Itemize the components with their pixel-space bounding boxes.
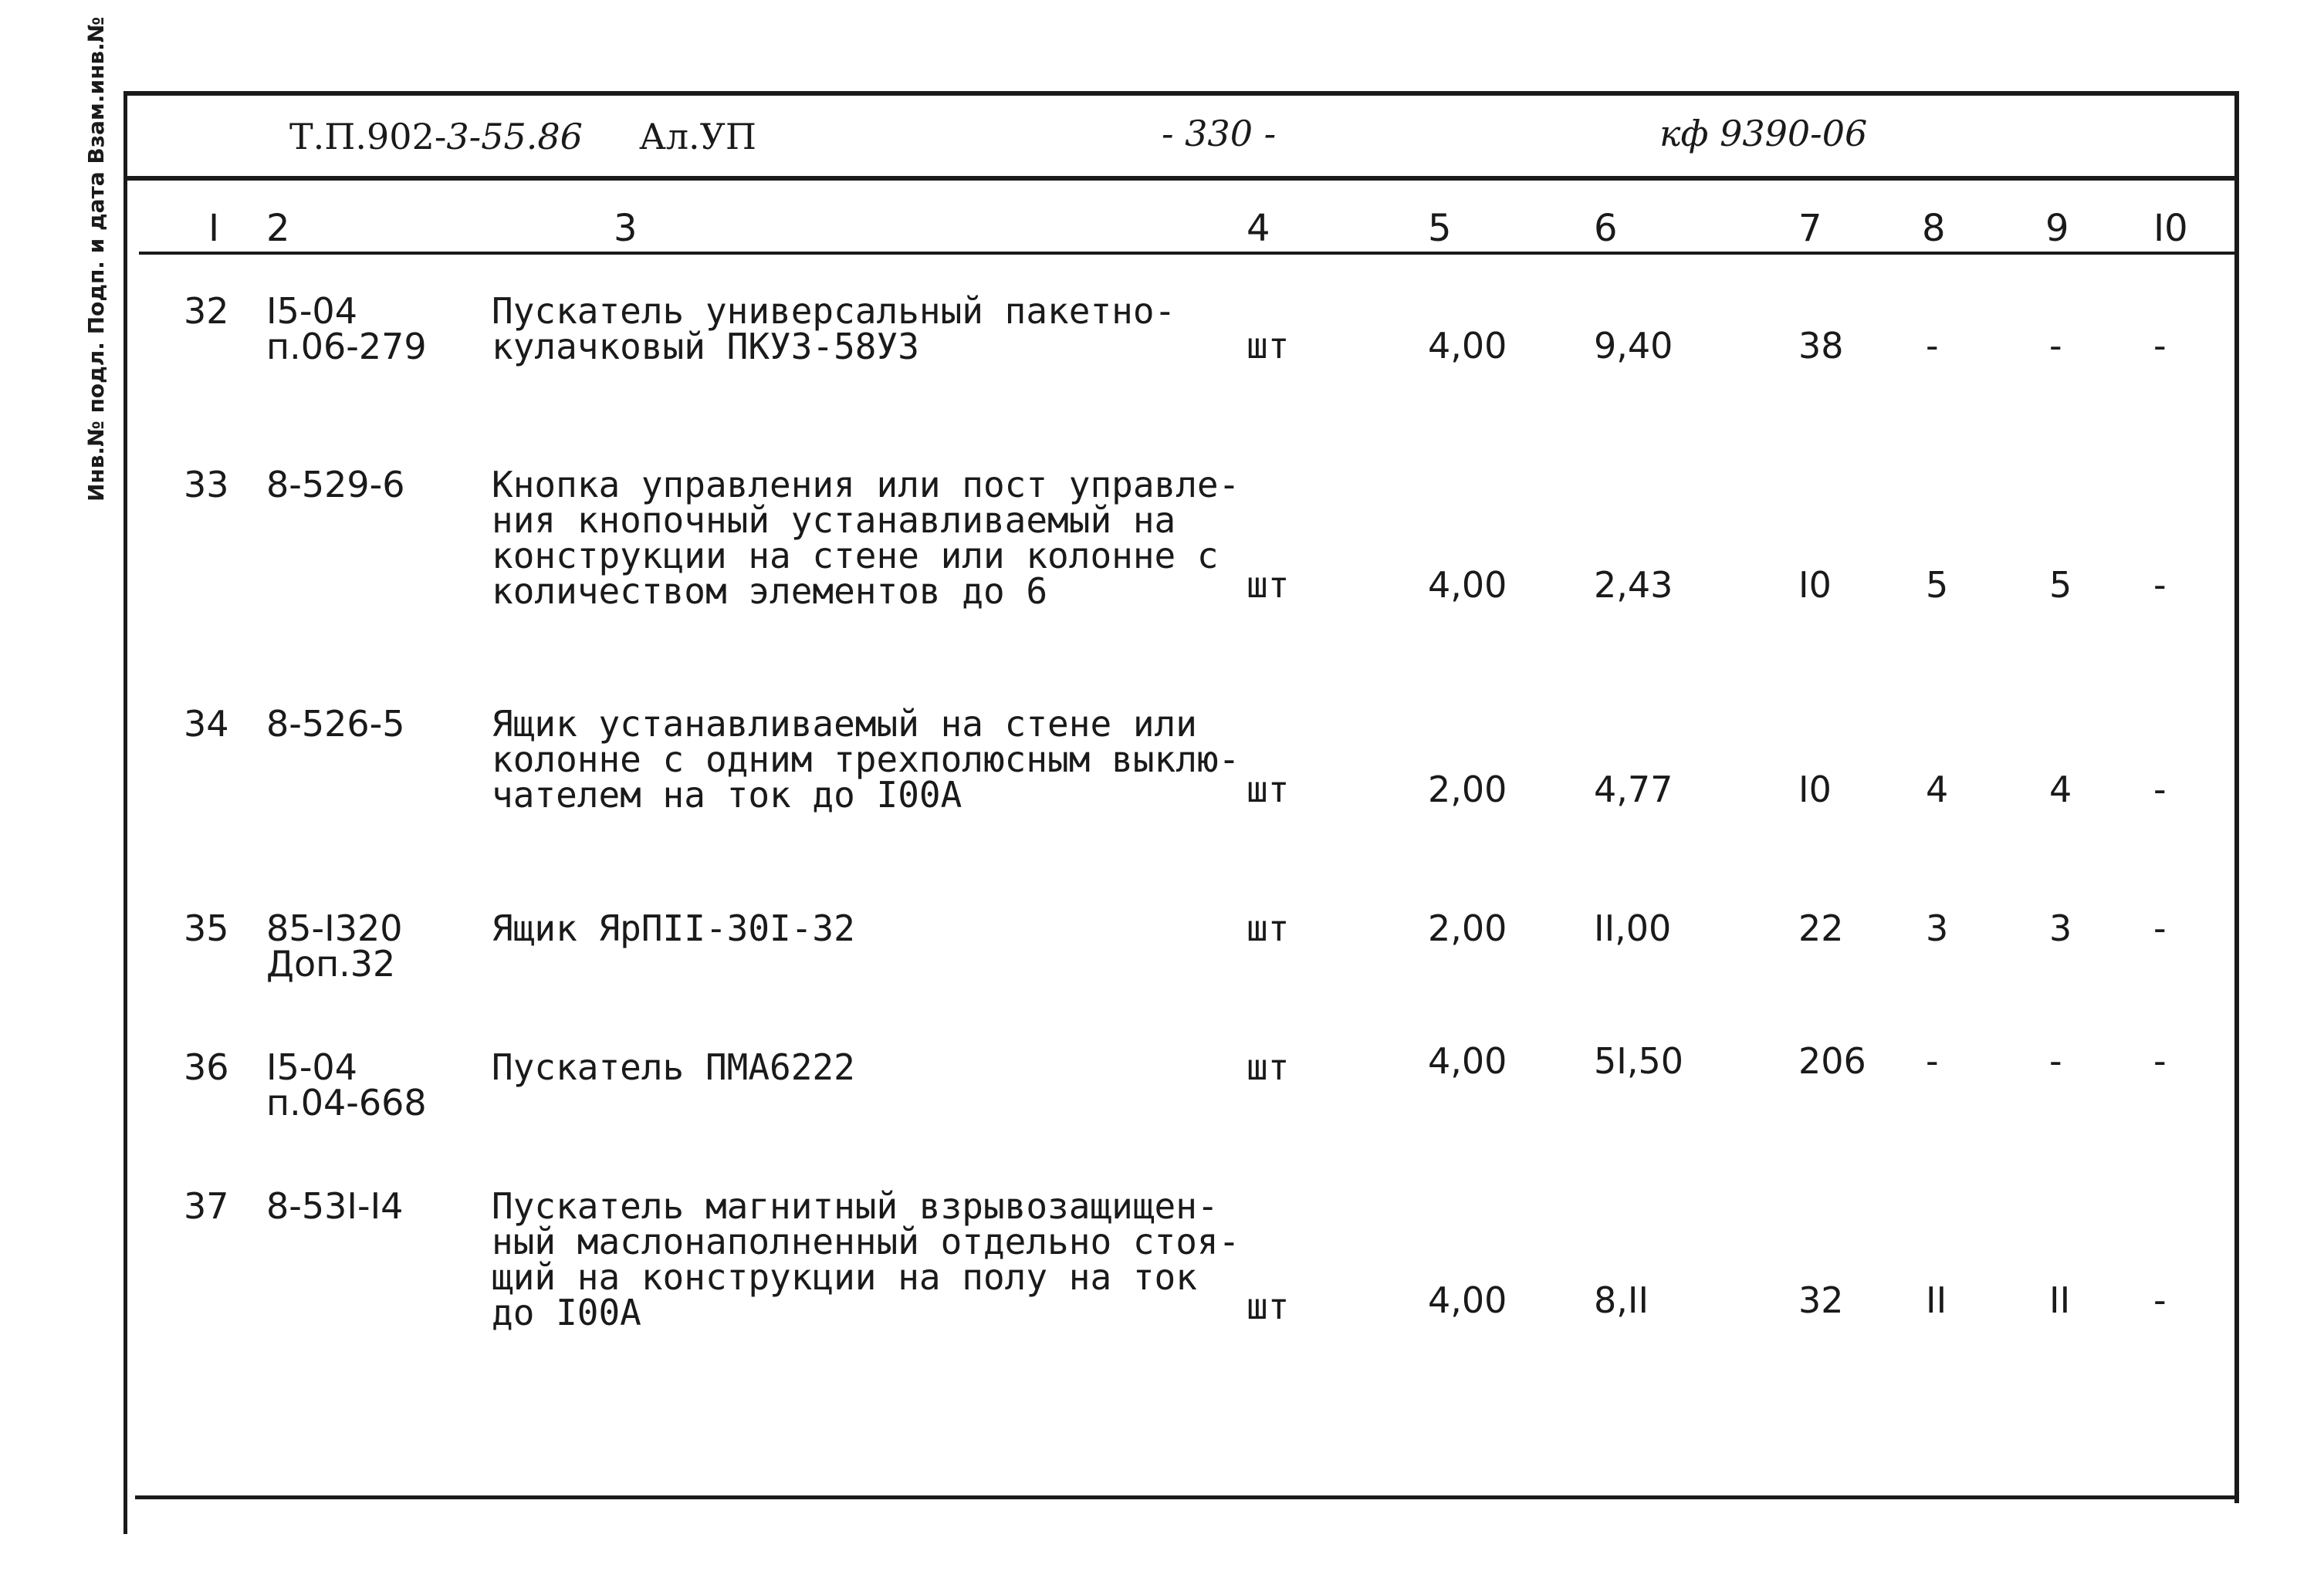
quantity: 4,00 [1428, 564, 1507, 606]
col10-value: - [2153, 907, 2167, 949]
total: I0 [1798, 564, 1832, 606]
col9-value: 5 [2049, 564, 2072, 606]
norm-code: 8-53I-I4 [266, 1185, 404, 1227]
total: 32 [1798, 1279, 1844, 1321]
norm-code: 8-529-6 [266, 464, 405, 505]
col8-value: - [1926, 325, 1939, 367]
col8-value: - [1926, 1040, 1939, 1082]
col10-value: - [2153, 1040, 2167, 1082]
col-header-1: I [208, 207, 220, 250]
item-name: Кнопка управления или пост управле- ния кнопочный устанавливаемый на конструкции на стене или колонне с количеством элементов до 6 [492, 464, 1240, 612]
unit: шт [1247, 325, 1290, 367]
frame-column-header-divider [139, 252, 2238, 255]
side-stamp [46, 16, 109, 502]
col-header-2: 2 [266, 207, 290, 250]
col8-value: II [1926, 1279, 1947, 1321]
frame-top-border [123, 91, 2238, 96]
unit: шт [1247, 907, 1290, 949]
total: I0 [1798, 769, 1832, 810]
unit: шт [1247, 1046, 1290, 1088]
doc-code-handwritten: 3-55.86 [446, 116, 583, 157]
item-name: Пускатель универсальный пакетно- кулачковый ПКУЗ-58УЗ [492, 290, 1176, 367]
reference-code: кф 9390-06 [1659, 113, 1868, 154]
col9-value: - [2049, 1040, 2062, 1082]
item-name: Ящик ЯрПII-30I-32 [492, 907, 855, 949]
frame-right-border [2234, 91, 2239, 1503]
row-number: 37 [184, 1185, 229, 1227]
col8-value: 5 [1926, 564, 1949, 606]
row-number: 35 [184, 907, 229, 949]
col9-value: II [2049, 1279, 2071, 1321]
row-number: 33 [184, 464, 229, 505]
col9-value: 4 [2049, 769, 2072, 810]
col-header-9: 9 [2045, 207, 2069, 250]
unit: шт [1247, 564, 1290, 606]
frame-bottom-border [135, 1495, 2239, 1499]
item-name: Ящик устанавливаемый на стене или колонне с одним трехполюсным выклю- чателем на ток до I00А [492, 703, 1240, 816]
col-header-6: 6 [1594, 207, 1618, 250]
total: 38 [1798, 325, 1844, 367]
col-header-3: 3 [614, 207, 638, 250]
quantity: 2,00 [1428, 907, 1507, 949]
col-header-4: 4 [1247, 207, 1270, 250]
col-header-5: 5 [1428, 207, 1452, 250]
side-stamp-text: Инв.№ подл. Подп. и дата Взам.инв.№ [83, 16, 109, 502]
row-number: 32 [184, 290, 229, 332]
quantity: 4,00 [1428, 1040, 1507, 1082]
doc-code: Т.П.902-3-55.86 [289, 116, 583, 157]
norm-code: I5-04 п.06-279 [266, 290, 427, 367]
unit-price: 4,77 [1594, 769, 1673, 810]
row-number: 34 [184, 703, 229, 745]
frame-left-border [123, 91, 127, 1534]
norm-code: 85-I320 Доп.32 [266, 907, 403, 985]
unit-price: 8,II [1594, 1279, 1649, 1321]
col10-value: - [2153, 564, 2167, 606]
unit-price: II,00 [1594, 907, 1672, 949]
col8-value: 3 [1926, 907, 1949, 949]
quantity: 4,00 [1428, 1279, 1507, 1321]
row-number: 36 [184, 1046, 229, 1088]
col10-value: - [2153, 1279, 2167, 1321]
unit-price: 9,40 [1594, 325, 1673, 367]
col10-value: - [2153, 325, 2167, 367]
col9-value: 3 [2049, 907, 2072, 949]
total: 22 [1798, 907, 1844, 949]
unit-price: 5I,50 [1594, 1040, 1683, 1082]
col-header-10: I0 [2153, 207, 2188, 250]
album-label: Ал.УП [639, 116, 757, 157]
unit: шт [1247, 769, 1290, 810]
col8-value: 4 [1926, 769, 1949, 810]
col-header-8: 8 [1922, 207, 1946, 250]
unit: шт [1247, 1286, 1290, 1327]
item-name: Пускатель магнитный взрывозащищен- ный маслонаполненный отдельно стоя- щий на конструкции на полу на ток до I00А [492, 1185, 1240, 1333]
norm-code: I5-04 п.04-668 [266, 1046, 427, 1124]
norm-code: 8-526-5 [266, 703, 405, 745]
item-name: Пускатель ПМА6222 [492, 1046, 855, 1088]
col9-value: - [2049, 325, 2062, 367]
quantity: 2,00 [1428, 769, 1507, 810]
col-header-7: 7 [1798, 207, 1822, 250]
total: 206 [1798, 1040, 1866, 1082]
page-number: - 330 - [1162, 113, 1277, 154]
col10-value: - [2153, 769, 2167, 810]
quantity: 4,00 [1428, 325, 1507, 367]
frame-header-divider [125, 176, 2238, 181]
unit-price: 2,43 [1594, 564, 1673, 606]
